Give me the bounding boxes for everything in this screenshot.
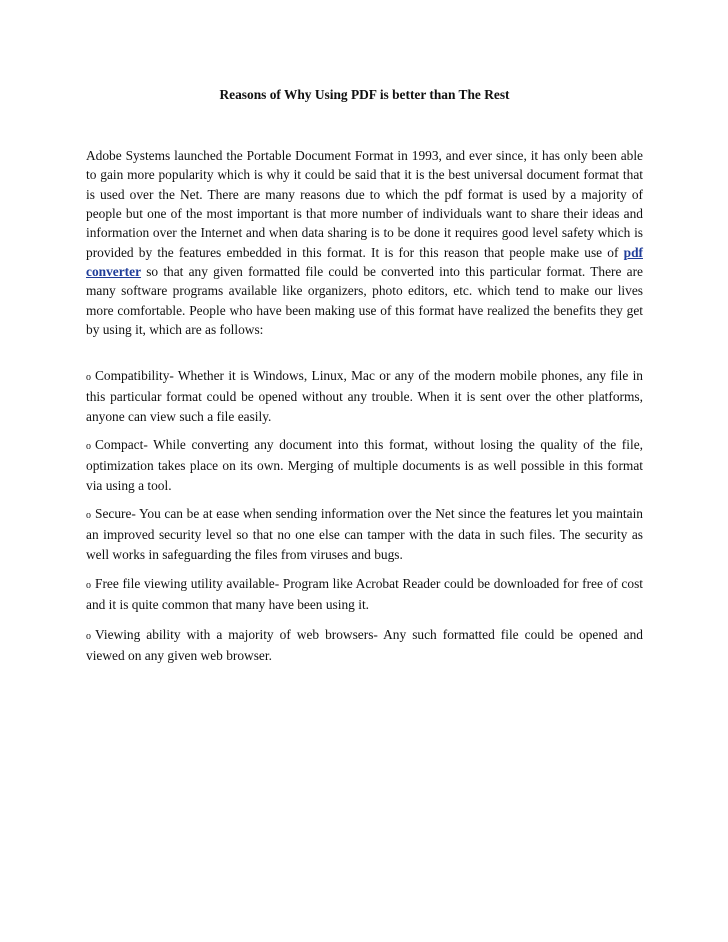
intro-paragraph: [86, 146, 643, 339]
bullet-text: Secure- You can be at ease when sending information over the Net since the features let you maintain an improved security level so that no one else can tamper with the data in such files. The security as well works in safeguarding the files from viruses and bugs.: [86, 506, 643, 562]
bullet-icon: o: [86, 631, 91, 642]
bullet-item-browser-viewing: [86, 625, 643, 666]
bullet-text: Viewing ability with a majority of web browsers- Any such formatted file could be opened and viewed on any given web browser.: [86, 627, 643, 664]
bullet-item-compatibility: [86, 366, 643, 426]
bullet-item-secure: [86, 504, 643, 564]
document-title: Reasons of Why Using PDF is better than The Rest: [219, 87, 510, 102]
bullet-icon: o: [86, 441, 91, 452]
intro-text-after: so that any given formatted file could be converted into this particular format. There are many software programs available like organizers, photo editors, etc. which tend to make our lives more comfortable. People who have been making use of this format have realized the benefits they get by using it, which are as follows:: [86, 264, 643, 338]
bullet-icon: o: [86, 510, 91, 521]
intro-text-before: Adobe Systems launched the Portable Document Format in 1993, and ever since, it has only been able to gain more popularity which is why it could be said that it is the best universal document format that is used over the Net. There are many reasons due to which the pdf format is used by a majority of people but one of the most important is that more number of individuals want to share their ideas and information over the Internet and when data sharing is to be done it requires good level safety which is provided by the features embedded in this format. It is for this reason that people make use of: [86, 148, 643, 260]
bullet-icon: o: [86, 580, 91, 591]
bullet-item-compact: [86, 435, 643, 495]
bullet-item-free-viewer: [86, 574, 643, 615]
bullet-text: Compact- While converting any document into this format, without losing the quality of the file, optimization takes place on its own. Merging of multiple documents is as well possible in this format via using a tool.: [86, 437, 643, 493]
bullet-text: Free file viewing utility available- Program like Acrobat Reader could be downloaded for free of cost and it is quite common that many have been using it.: [86, 576, 643, 613]
pdf-converter-link[interactable]: pdf converter: [86, 244, 643, 280]
bullet-icon: o: [86, 372, 91, 383]
bullet-text: Compatibility- Whether it is Windows, Linux, Mac or any of the modern mobile phones, any file in this particular format could be opened without any trouble. When it is sent over the other platforms, anyone can view such a file easily.: [86, 368, 643, 424]
